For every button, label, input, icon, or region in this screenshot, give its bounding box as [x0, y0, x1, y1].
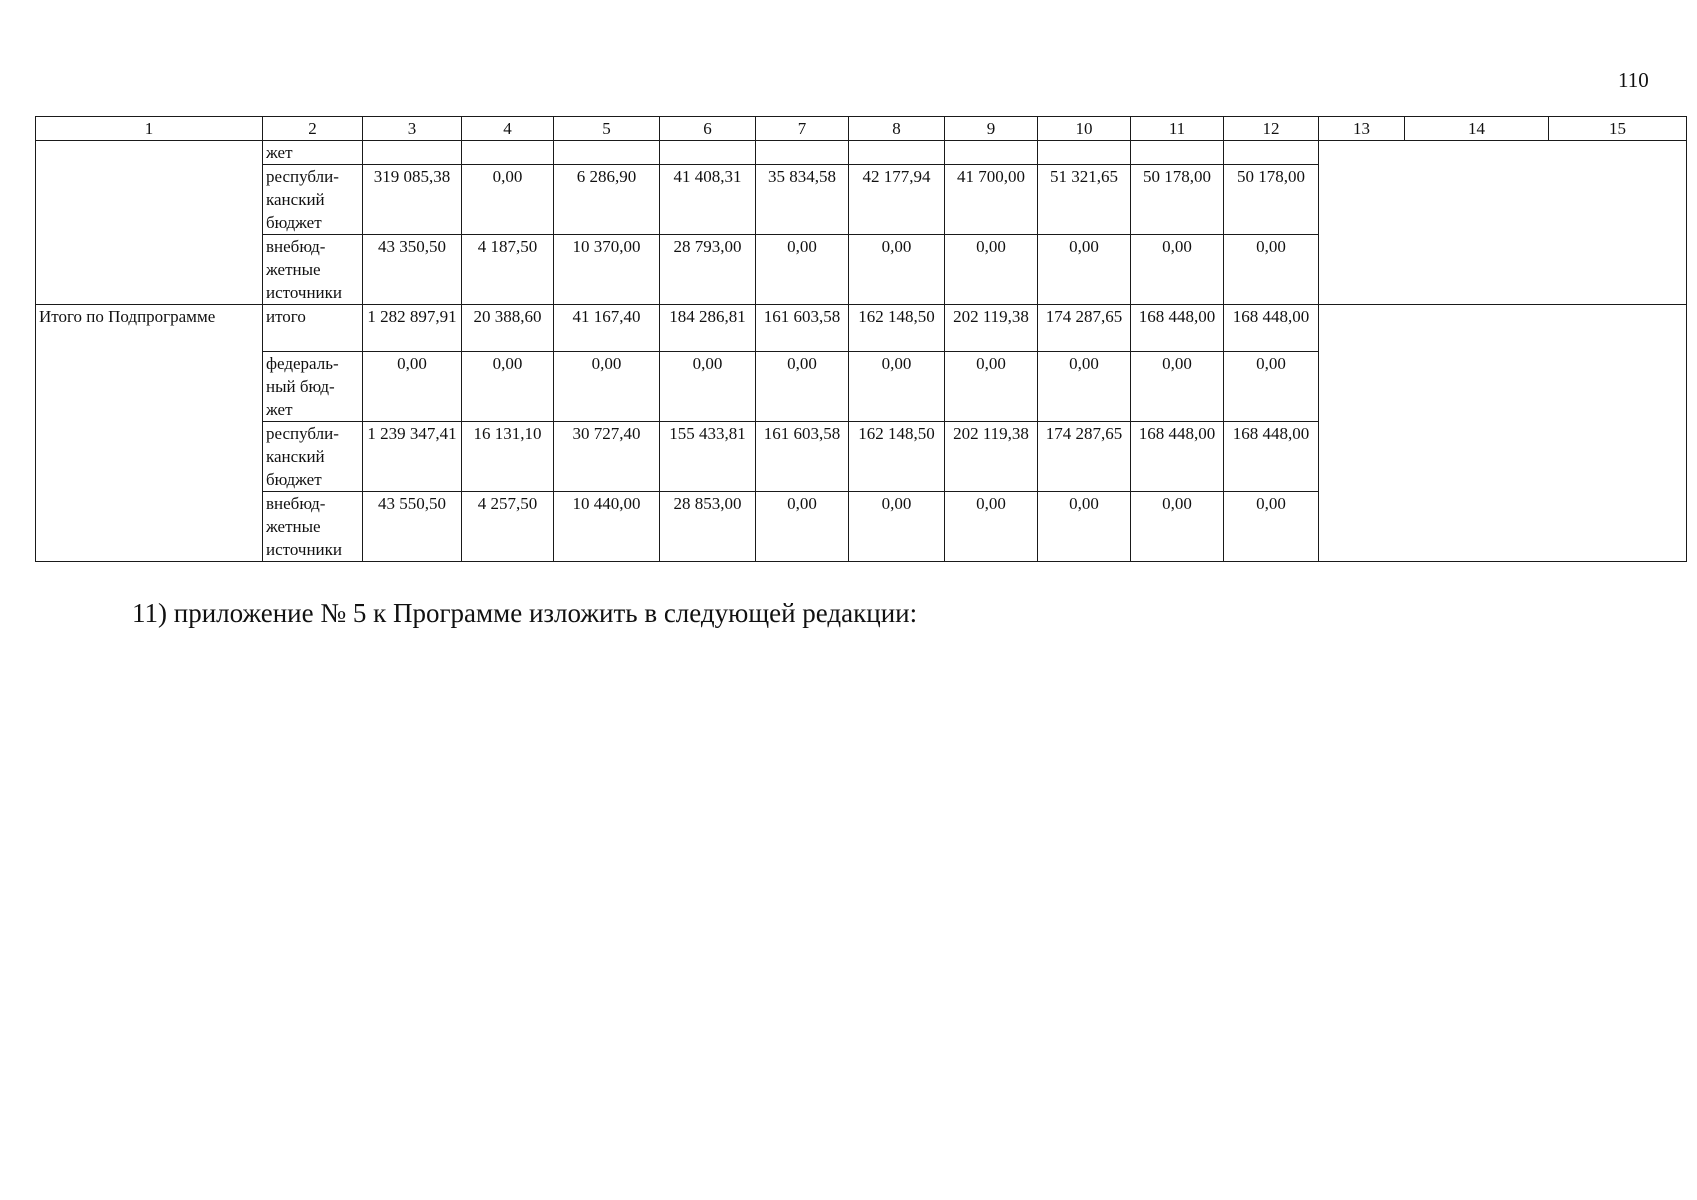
value-cell: 0,00 — [462, 165, 554, 235]
value-cell: 202 119,38 — [945, 305, 1038, 352]
funding-source-label: внебюд-жетные источники — [263, 492, 363, 562]
total-group-name: Итого по Подпрограмме — [36, 305, 263, 562]
table-row — [36, 305, 1687, 352]
value-cell: 6 286,90 — [554, 165, 660, 235]
value-cell: 0,00 — [756, 352, 849, 422]
value-cell — [849, 141, 945, 165]
value-cell: 0,00 — [1131, 352, 1224, 422]
value-cell: 184 286,81 — [660, 305, 756, 352]
value-cell: 4 187,50 — [462, 235, 554, 305]
table-row — [36, 141, 1687, 165]
value-cell: 0,00 — [945, 492, 1038, 562]
value-cell: 0,00 — [1224, 235, 1319, 305]
funding-source-label: итого — [263, 305, 363, 352]
column-number: 6 — [660, 117, 756, 141]
value-cell: 10 440,00 — [554, 492, 660, 562]
value-cell — [945, 141, 1038, 165]
value-cell: 0,00 — [554, 352, 660, 422]
value-cell: 4 257,50 — [462, 492, 554, 562]
value-cell: 1 282 897,91 — [363, 305, 462, 352]
value-cell: 162 148,50 — [849, 305, 945, 352]
value-cell: 0,00 — [849, 352, 945, 422]
value-cell: 41 167,40 — [554, 305, 660, 352]
column-number: 1 — [36, 117, 263, 141]
value-cell: 0,00 — [1224, 352, 1319, 422]
value-cell: 35 834,58 — [756, 165, 849, 235]
value-cell: 168 448,00 — [1224, 305, 1319, 352]
value-cell: 1 239 347,41 — [363, 422, 462, 492]
value-cell: 0,00 — [462, 352, 554, 422]
column-number: 3 — [363, 117, 462, 141]
funding-source-label: жет — [263, 141, 363, 165]
amendment-note: 11) приложение № 5 к Программе изложить в следующей редакции: — [132, 598, 918, 628]
value-cell: 0,00 — [660, 352, 756, 422]
column-number: 8 — [849, 117, 945, 141]
column-number: 7 — [756, 117, 849, 141]
value-cell: 10 370,00 — [554, 235, 660, 305]
empty-cell — [1319, 305, 1687, 562]
value-cell: 319 085,38 — [363, 165, 462, 235]
value-cell: 0,00 — [945, 352, 1038, 422]
value-cell: 0,00 — [849, 235, 945, 305]
value-cell: 0,00 — [1224, 492, 1319, 562]
funding-source-label: республи-канский бюджет — [263, 165, 363, 235]
value-cell: 0,00 — [849, 492, 945, 562]
value-cell: 43 550,50 — [363, 492, 462, 562]
value-cell: 174 287,65 — [1038, 422, 1131, 492]
value-cell: 30 727,40 — [554, 422, 660, 492]
value-cell: 42 177,94 — [849, 165, 945, 235]
value-cell — [1131, 141, 1224, 165]
funding-source-label: внебюд-жетные источники — [263, 235, 363, 305]
value-cell: 0,00 — [945, 235, 1038, 305]
value-cell: 168 448,00 — [1131, 305, 1224, 352]
value-cell: 161 603,58 — [756, 305, 849, 352]
value-cell: 0,00 — [1038, 352, 1131, 422]
value-cell: 174 287,65 — [1038, 305, 1131, 352]
column-number: 15 — [1549, 117, 1687, 141]
row-group-name — [36, 141, 263, 305]
value-cell: 20 388,60 — [462, 305, 554, 352]
column-number: 12 — [1224, 117, 1319, 141]
value-cell: 41 700,00 — [945, 165, 1038, 235]
budget-table — [35, 116, 1687, 562]
page-number: 110 — [1618, 68, 1649, 92]
value-cell — [363, 141, 462, 165]
value-cell: 202 119,38 — [945, 422, 1038, 492]
value-cell: 51 321,65 — [1038, 165, 1131, 235]
value-cell: 0,00 — [1131, 492, 1224, 562]
value-cell — [660, 141, 756, 165]
column-number: 10 — [1038, 117, 1131, 141]
value-cell: 162 148,50 — [849, 422, 945, 492]
value-cell: 28 853,00 — [660, 492, 756, 562]
value-cell: 0,00 — [756, 235, 849, 305]
column-number: 14 — [1405, 117, 1549, 141]
value-cell: 0,00 — [1131, 235, 1224, 305]
column-number: 5 — [554, 117, 660, 141]
value-cell: 43 350,50 — [363, 235, 462, 305]
value-cell: 0,00 — [1038, 492, 1131, 562]
header-row — [36, 117, 1687, 141]
value-cell — [1038, 141, 1131, 165]
value-cell: 50 178,00 — [1224, 165, 1319, 235]
empty-cell — [1319, 141, 1687, 305]
funding-source-label: федераль-ный бюд-жет — [263, 352, 363, 422]
value-cell: 41 408,31 — [660, 165, 756, 235]
value-cell: 0,00 — [1038, 235, 1131, 305]
value-cell: 0,00 — [363, 352, 462, 422]
value-cell — [756, 141, 849, 165]
column-number: 9 — [945, 117, 1038, 141]
value-cell: 155 433,81 — [660, 422, 756, 492]
column-number: 11 — [1131, 117, 1224, 141]
value-cell: 168 448,00 — [1224, 422, 1319, 492]
value-cell: 16 131,10 — [462, 422, 554, 492]
value-cell: 50 178,00 — [1131, 165, 1224, 235]
value-cell — [1224, 141, 1319, 165]
funding-source-label: республи-канский бюджет — [263, 422, 363, 492]
value-cell: 0,00 — [756, 492, 849, 562]
column-number: 4 — [462, 117, 554, 141]
value-cell — [462, 141, 554, 165]
budget-table-body — [36, 117, 1687, 562]
column-number: 2 — [263, 117, 363, 141]
value-cell — [554, 141, 660, 165]
column-number: 13 — [1319, 117, 1405, 141]
value-cell: 161 603,58 — [756, 422, 849, 492]
value-cell: 168 448,00 — [1131, 422, 1224, 492]
value-cell: 28 793,00 — [660, 235, 756, 305]
